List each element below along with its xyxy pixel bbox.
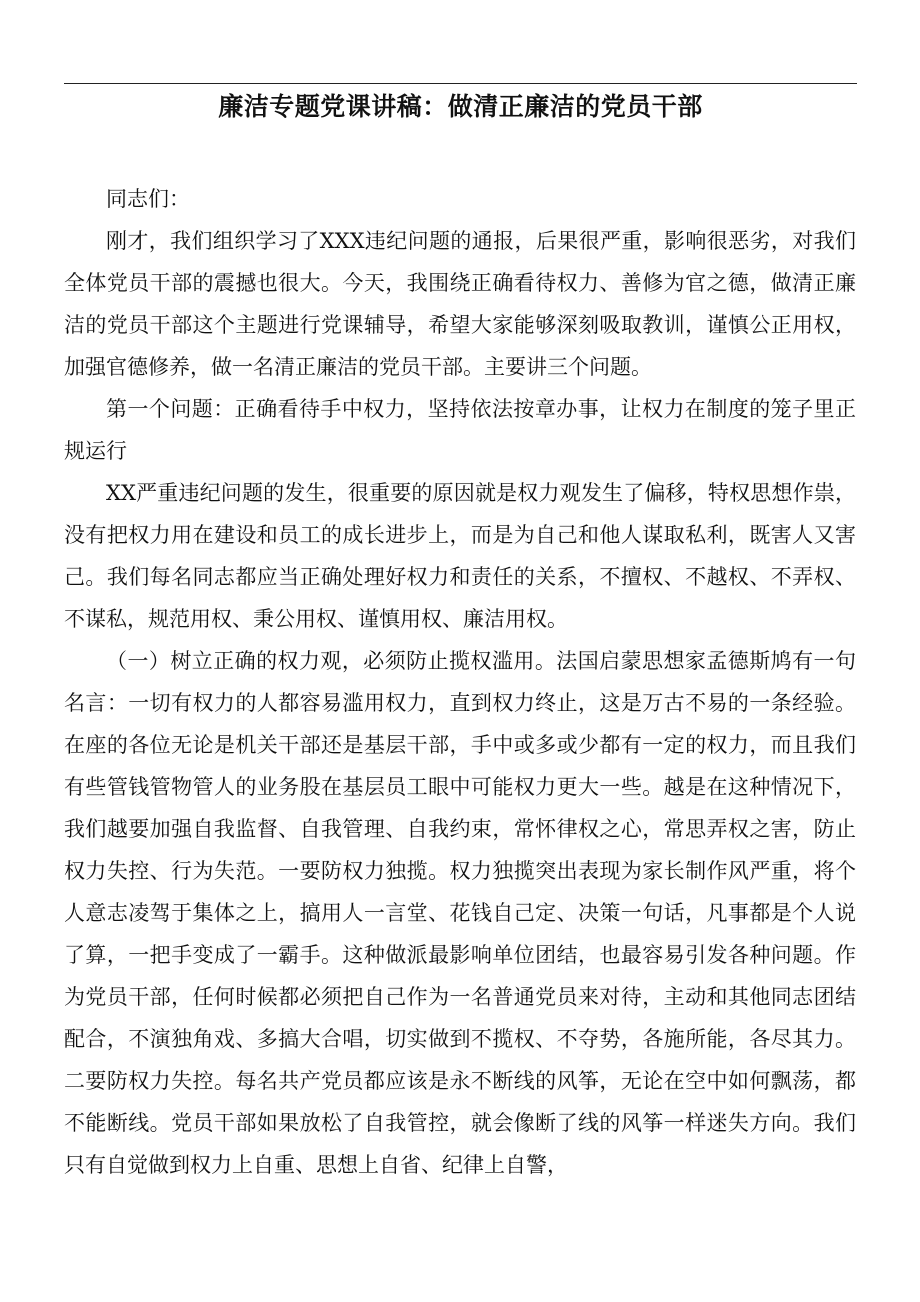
paragraph-section-heading: 第一个问题：正确看待手中权力，坚持依法按章办事，让权力在制度的笼子里正规运行 <box>64 397 856 463</box>
greeting: 同志们： <box>106 187 190 211</box>
paragraph-subsection-1: （一）树立正确的权力观，必须防止揽权滥用。法国启蒙思想家孟德斯鸠有一句名言：一切有权力的人都容易滥用权力，直到权力终止，这是万古不易的一条经验。在座的各位无论是机关干部还是基层干部，手中或多或少都有一定的权力，而且我们有些管钱管物管人的业务股在基层员工眼中可能权力更大一些。越是在这种情况下，我们越要加强自我监督、自我管理、自我约束，常怀律权之心，常思弄权之害，防止权力失控、行为失范。一要防权力独揽。权力独揽突出表现为家长制作风严重，将个人意志凌驾于集体之上，搞用人一言堂、花钱自己定、决策一句话，凡事都是个人说了算，一把手变成了一霸手。这种做派最影响单位团结，也最容易引发各种问题。作为党员干部，任何时候都必须把自己作为一名普通党员来对待，主动和其他同志团结配合，不演独角戏、多搞大合唱，切实做到不揽权、不夺势，各施所能，各尽其力。二要防权力失控。每名共产党员都应该是永不断线的风筝，无论在空中如何飘荡，都不能断线。党员干部如果放松了自我管控，就会像断了线的风筝一样迷失方向。我们只有自觉做到权力上自重、思想上自省、纪律上自警， <box>64 649 856 1177</box>
document-title: 廉洁专题党课讲稿：做清正廉洁的党员干部 <box>218 92 703 121</box>
paragraph-intro: 刚才，我们组织学习了XXX违纪问题的通报，后果很严重，影响很恶劣，对我们全体党员干部的震撼也很大。今天，我围绕正确看待权力、善修为官之德，做清正廉洁的党员干部这个主题进行党课辅导，希望大家能够深刻吸取教训，谨慎公正用权，加强官德修养，做一名清正廉洁的党员干部。主要讲三个问题。 <box>64 229 856 379</box>
paragraph-problem: XX严重违纪问题的发生，很重要的原因就是权力观发生了偏移，特权思想作祟，没有把权力用在建设和员工的成长进步上，而是为自己和他人谋取私利，既害人又害己。我们每名同志都应当正确处理好权力和责任的关系，不擅权、不越权、不弄权、不谋私，规范用权、秉公用权、谨慎用权、廉洁用权。 <box>64 481 856 631</box>
document-body <box>64 178 856 1186</box>
header-rule <box>64 83 857 84</box>
